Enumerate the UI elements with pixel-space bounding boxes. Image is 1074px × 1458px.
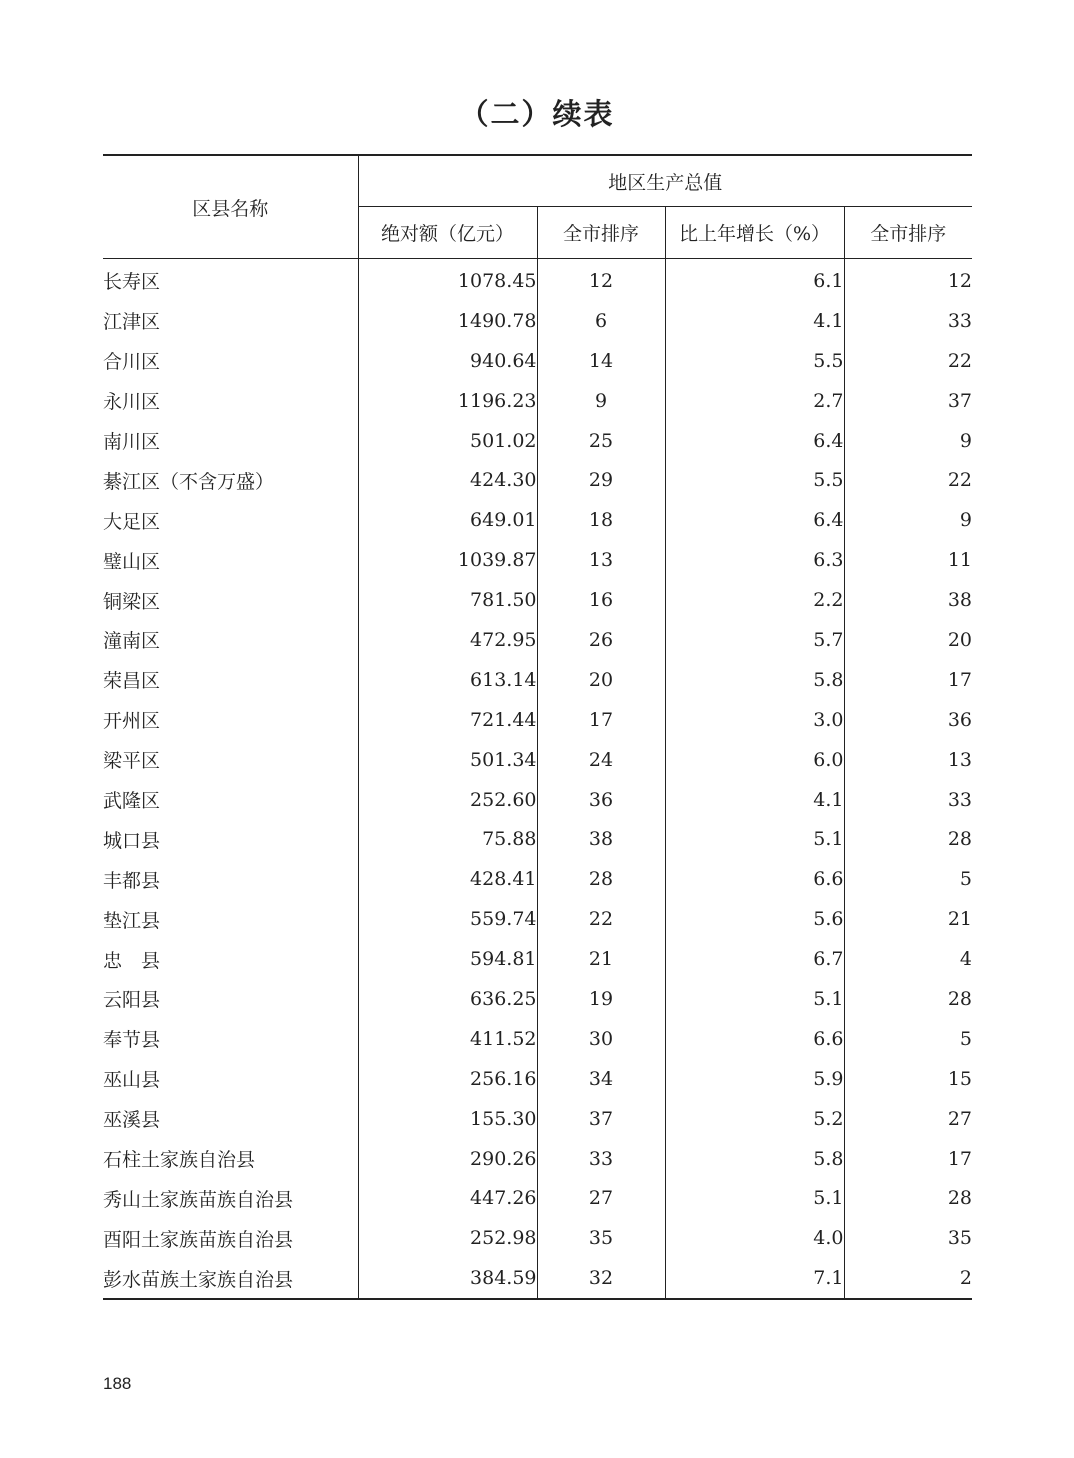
table-row: [103, 421, 972, 461]
gdp-value-cell: 256.16: [358, 1059, 537, 1099]
district-name-cell: 合川区: [103, 341, 358, 381]
growth-rank-cell: 20: [947, 628, 973, 651]
district-name-cell: 荣昌区: [103, 660, 358, 700]
gdp-rank-cell: 29: [537, 460, 665, 500]
table-row: [103, 1019, 972, 1059]
growth-header: 比上年增长（%）: [665, 207, 844, 259]
gdp-value-cell: 290.26: [358, 1139, 537, 1179]
growth-cell: 2.7: [665, 381, 844, 421]
gdp-rank-cell: 14: [537, 341, 665, 381]
growth-rank-cell: 33: [947, 309, 973, 332]
district-name-cell: 奉节县: [103, 1019, 358, 1059]
growth-cell: 5.5: [665, 341, 844, 381]
gdp-rank-cell: 17: [537, 700, 665, 740]
gdp-value-cell: 501.02: [358, 421, 537, 461]
district-name-cell: 巫山县: [103, 1059, 358, 1099]
growth-rank-cell: 15: [947, 1067, 973, 1090]
gdp-rank-cell: 20: [537, 660, 665, 700]
district-name-cell: 綦江区（不含万盛）: [103, 460, 358, 500]
growth-rank-cell: 22: [947, 349, 973, 372]
growth-cell: 6.3: [665, 540, 844, 580]
district-name-cell: 大足区: [103, 500, 358, 540]
table-row: [103, 301, 972, 341]
district-name-cell: 丰都县: [103, 859, 358, 899]
gdp-rank-cell: 32: [537, 1258, 665, 1299]
district-name-cell: 南川区: [103, 421, 358, 461]
gdp-rank-cell: 9: [537, 381, 665, 421]
table-row: [103, 939, 972, 979]
gdp-value-cell: 781.50: [358, 580, 537, 620]
gdp-rank-cell: 28: [537, 859, 665, 899]
gdp-value-cell: 940.64: [358, 341, 537, 381]
gdp-rank-cell: 37: [537, 1099, 665, 1139]
gdp-value-cell: 1196.23: [358, 381, 537, 421]
growth-cell: 7.1: [665, 1258, 844, 1299]
growth-rank-cell: 13: [947, 748, 973, 771]
table-row: [103, 259, 972, 301]
growth-cell: 5.8: [665, 1139, 844, 1179]
gdp-value-cell: 424.30: [358, 460, 537, 500]
district-name-cell: 忠 县: [103, 939, 358, 979]
table-row: [103, 341, 972, 381]
table-row: [103, 979, 972, 1019]
table-row: [103, 819, 972, 859]
gdp-value-cell: 594.81: [358, 939, 537, 979]
district-name-cell: 城口县: [103, 819, 358, 859]
gdp-rank-cell: 13: [537, 540, 665, 580]
district-name-cell: 石柱土家族自治县: [103, 1139, 358, 1179]
growth-cell: 5.9: [665, 1059, 844, 1099]
district-name-cell: 酉阳土家族苗族自治县: [103, 1218, 358, 1258]
gdp-value-cell: 559.74: [358, 899, 537, 939]
gdp-value-cell: 721.44: [358, 700, 537, 740]
growth-cell: 4.1: [665, 301, 844, 341]
gdp-rank-cell: 30: [537, 1019, 665, 1059]
gdp-rank-cell: 35: [537, 1218, 665, 1258]
table-row: [103, 1059, 972, 1099]
table-row: [103, 740, 972, 780]
growth-rank-cell: 28: [947, 987, 973, 1010]
absolute-value-header: 绝对额（亿元）: [358, 207, 537, 259]
gdp-value-cell: 252.98: [358, 1218, 537, 1258]
gdp-value-cell: 636.25: [358, 979, 537, 1019]
page-title: （二）续表: [459, 97, 615, 131]
district-name-cell: 长寿区: [103, 259, 358, 301]
district-name-cell: 武隆区: [103, 780, 358, 820]
growth-cell: 5.6: [665, 899, 844, 939]
gdp-value-cell: 1039.87: [358, 540, 537, 580]
gdp-rank-cell: 21: [537, 939, 665, 979]
growth-rank-cell: 28: [947, 828, 973, 851]
gdp-rank-cell: 25: [537, 421, 665, 461]
growth-rank-cell: 5: [959, 868, 973, 891]
gdp-value-cell: 472.95: [358, 620, 537, 660]
district-name-cell: 潼南区: [103, 620, 358, 660]
value-rank-header: 全市排序: [537, 207, 665, 259]
growth-rank-cell: 36: [947, 708, 973, 731]
gdp-value-cell: 155.30: [358, 1099, 537, 1139]
gdp-rank-cell: 16: [537, 580, 665, 620]
gdp-value-cell: 501.34: [358, 740, 537, 780]
growth-cell: 6.4: [665, 421, 844, 461]
growth-cell: 4.0: [665, 1218, 844, 1258]
growth-cell: 6.6: [665, 859, 844, 899]
gdp-value-cell: 384.59: [358, 1258, 537, 1299]
gdp-rank-cell: 26: [537, 620, 665, 660]
gdp-value-cell: 252.60: [358, 780, 537, 820]
table-row: [103, 1178, 972, 1218]
growth-rank-cell: 5: [959, 1027, 973, 1050]
gdp-value-cell: 428.41: [358, 859, 537, 899]
table-row: [103, 580, 972, 620]
table-body: [103, 259, 972, 1300]
gdp-rank-cell: 33: [537, 1139, 665, 1179]
district-name-cell: 江津区: [103, 301, 358, 341]
district-name-header: 区县名称: [103, 155, 358, 259]
growth-cell: 5.1: [665, 979, 844, 1019]
growth-rank-cell: 38: [947, 589, 973, 612]
growth-rank-cell: 2: [959, 1267, 973, 1290]
growth-cell: 5.1: [665, 819, 844, 859]
gdp-rank-cell: 22: [537, 899, 665, 939]
table-row: [103, 660, 972, 700]
table-row: [103, 1099, 972, 1139]
district-name-cell: 开州区: [103, 700, 358, 740]
table-row: [103, 1258, 972, 1299]
district-name-cell: 永川区: [103, 381, 358, 421]
growth-cell: 3.0: [665, 700, 844, 740]
growth-rank-cell: 12: [947, 269, 973, 292]
gdp-value-cell: 1490.78: [358, 301, 537, 341]
table-row: [103, 460, 972, 500]
gdp-rank-cell: 34: [537, 1059, 665, 1099]
table-row: [103, 700, 972, 740]
gdp-rank-cell: 24: [537, 740, 665, 780]
gdp-rank-cell: 36: [537, 780, 665, 820]
table-row: [103, 500, 972, 540]
growth-rank-cell: 17: [947, 668, 973, 691]
gdp-rank-cell: 12: [537, 259, 665, 301]
growth-cell: 5.1: [665, 1178, 844, 1218]
growth-rank-cell: 28: [947, 1187, 973, 1210]
growth-cell: 5.5: [665, 460, 844, 500]
gdp-value-cell: 1078.45: [358, 259, 537, 301]
growth-cell: 2.2: [665, 580, 844, 620]
district-name-cell: 云阳县: [103, 979, 358, 1019]
growth-rank-cell: 37: [947, 389, 973, 412]
district-name-cell: 秀山土家族苗族自治县: [103, 1178, 358, 1218]
district-name-cell: 铜梁区: [103, 580, 358, 620]
table-row: [103, 1218, 972, 1258]
gdp-value-cell: 649.01: [358, 500, 537, 540]
growth-cell: 6.4: [665, 500, 844, 540]
gdp-rank-cell: 18: [537, 500, 665, 540]
gdp-rank-cell: 27: [537, 1178, 665, 1218]
growth-cell: 6.6: [665, 1019, 844, 1059]
district-name-cell: 巫溪县: [103, 1099, 358, 1139]
growth-rank-cell: 4: [959, 948, 973, 971]
district-name-cell: 璧山区: [103, 540, 358, 580]
growth-rank-cell: 9: [959, 509, 973, 532]
gdp-value-cell: 411.52: [358, 1019, 537, 1059]
gdp-group-header: 地区生产总值: [358, 155, 972, 207]
growth-rank-cell: 17: [947, 1147, 973, 1170]
growth-rank-cell: 35: [947, 1227, 973, 1250]
table-row: [103, 780, 972, 820]
gdp-value-cell: 75.88: [358, 819, 537, 859]
growth-cell: 6.7: [665, 939, 844, 979]
gdp-rank-cell: 38: [537, 819, 665, 859]
table-row: [103, 620, 972, 660]
growth-rank-cell: 11: [947, 549, 973, 572]
page-number: 188: [103, 1374, 132, 1393]
district-name-cell: 垫江县: [103, 899, 358, 939]
growth-rank-cell: 9: [959, 429, 973, 452]
table-row: [103, 1139, 972, 1179]
growth-cell: 5.7: [665, 620, 844, 660]
table-row: [103, 540, 972, 580]
district-name-cell: 彭水苗族土家族自治县: [103, 1258, 358, 1299]
growth-rank-header: 全市排序: [844, 207, 972, 259]
table-row: [103, 899, 972, 939]
growth-cell: 5.2: [665, 1099, 844, 1139]
gdp-rank-cell: 6: [537, 301, 665, 341]
growth-rank-cell: 33: [947, 788, 973, 811]
district-name-cell: 梁平区: [103, 740, 358, 780]
gdp-table: [103, 154, 972, 1300]
growth-cell: 4.1: [665, 780, 844, 820]
table-row: [103, 859, 972, 899]
gdp-value-cell: 447.26: [358, 1178, 537, 1218]
table-row: [103, 381, 972, 421]
gdp-value-cell: 613.14: [358, 660, 537, 700]
growth-cell: 6.1: [665, 259, 844, 301]
growth-rank-cell: 27: [947, 1107, 973, 1130]
growth-rank-cell: 21: [947, 908, 973, 931]
growth-cell: 5.8: [665, 660, 844, 700]
growth-rank-cell: 22: [947, 469, 973, 492]
gdp-rank-cell: 19: [537, 979, 665, 1019]
growth-cell: 6.0: [665, 740, 844, 780]
